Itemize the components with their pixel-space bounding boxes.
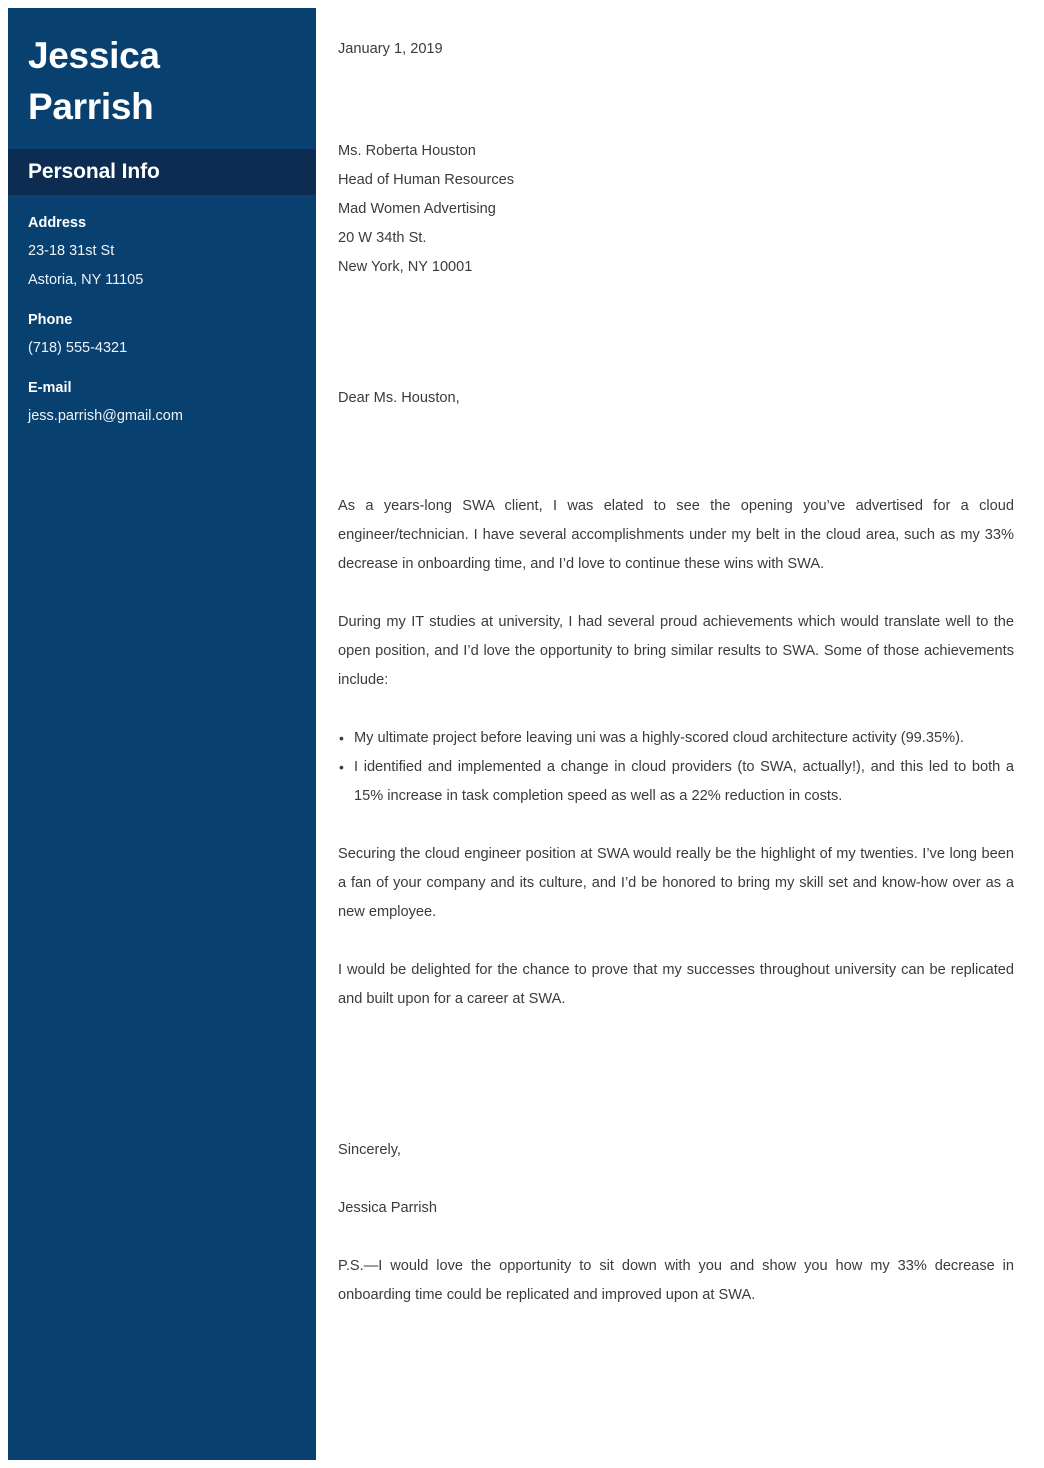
list-item [338,753,1014,811]
list-item-text: My ultimate project before leaving uni was a highly-scored cloud architecture activity (99.35%). [354,730,964,746]
applicant-first-name: Jessica [28,35,160,76]
phone-value: (718) 555-4321 [28,340,128,356]
recipient-city-state-zip: New York, NY 10001 [338,259,473,275]
personal-info-list [8,195,316,431]
email-label: E-mail [28,380,72,396]
bullet-icon: • [339,759,344,775]
address-label: Address [28,215,87,231]
letter-content [338,492,1014,1014]
sidebar [8,8,316,1460]
letter-body [338,0,1014,1468]
sign-off: Sincerely, [338,1142,401,1158]
letter-date: January 1, 2019 [338,41,443,57]
phone-label: Phone [28,312,73,328]
info-group-phone [28,308,296,363]
info-group-address [28,211,296,295]
list-item-text: I identified and implemented a change in cloud providers (to SWA, actually!), and this led to both a 15% increase in task completion speed as well as a 22% reduction in costs. [354,759,1014,804]
letter-closing [338,1136,1014,1310]
recipient-title: Head of Human Resources [338,172,515,188]
email-value: jess.parrish@gmail.com [28,408,183,424]
body-paragraph-1: As a years-long SWA client, I was elated to see the opening you’ve advertised for a cloud engineer/technician. I have several accomplishments under my belt in the cloud area, such as my 33% decrease in onboarding time, and I’d love to continue these wins with SWA. [338,498,1014,572]
applicant-name-block [8,8,316,132]
personal-info-section-header [8,149,316,195]
recipient-name: Ms. Roberta Houston [338,143,476,159]
personal-info-title: Personal Info [28,160,160,183]
applicant-last-name: Parrish [28,86,154,127]
letter-salutation: Dear Ms. Houston, [338,390,460,406]
address-line-2: Astoria, NY 11105 [28,272,144,288]
recipient-company: Mad Women Advertising [338,201,496,217]
bullet-icon: • [339,730,344,746]
address-line-1: 23-18 31st St [28,243,115,259]
body-paragraph-3: Securing the cloud engineer position at SWA would really be the highlight of my twenties. I’ve long been a fan of your company and its culture, and I’d be honored to bring my skill set and know-how over as a new employee. [338,846,1014,920]
achievements-list [338,724,1014,811]
body-paragraph-4: I would be delighted for the chance to prove that my successes throughout university can be replicated and built upon for a career at SWA. [338,962,1014,1007]
recipient-address-block [338,137,514,282]
recipient-street: 20 W 34th St. [338,230,427,246]
signature-name: Jessica Parrish [338,1200,437,1216]
body-paragraph-2: During my IT studies at university, I had several proud achievements which would translate well to the open position, and I’d love the opportunity to bring similar results to SWA. Some of those achievements include: [338,614,1014,688]
postscript: P.S.—I would love the opportunity to sit down with you and show you how my 33% decrease in onboarding time could be replicated and improved upon at SWA. [338,1258,1014,1303]
info-group-email [28,376,296,431]
list-item [338,724,1014,753]
